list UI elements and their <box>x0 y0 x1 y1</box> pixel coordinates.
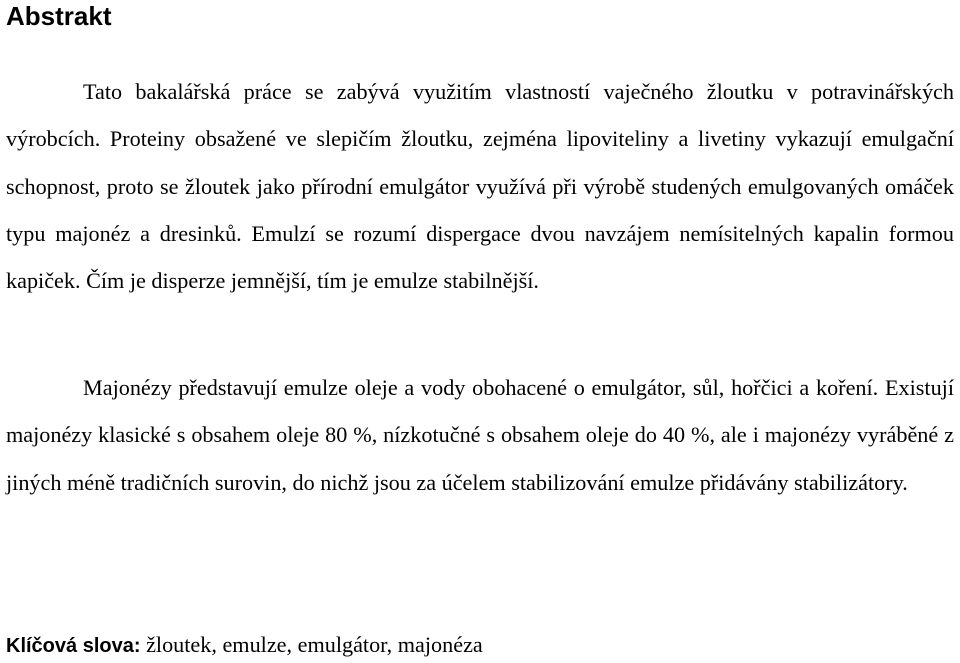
keywords-value: žloutek, emulze, emulgátor, majonéza <box>140 632 483 657</box>
keywords-label: Klíčová slova: <box>6 635 141 657</box>
keywords-line <box>6 631 483 660</box>
abstract-paragraph-2: Majonézy představují emulze oleje a vody obohacené o emulgátor, sůl, hořčici a koření. Existují majonézy klasické s obsahem oleje 80 %, nízkotučné s obsahem oleje do 40 %, ale i majonézy vyráběné z jiných méně tradičních surovin, do nichž jsou za účelem stabilizování emulze přidávány stabilizátory. <box>6 375 954 495</box>
page-title: Abstrakt <box>6 1 112 31</box>
document-page <box>6 0 954 657</box>
abstract-paragraph-1: Tato bakalářská práce se zabývá využitím vlastností vaječného žloutku v potravinářských výrobcích. Proteiny obsažené ve slepičím žloutku, zejména lipoviteliny a livetiny vykazují emulgační schopnost, proto se žloutek jako přírodní emulgátor využívá při výrobě studených emulgovaných omáček typu majonéz a dresinků. Emulzí se rozumí dispergace dvou navzájem nemísitelných kapalin formou kapiček. Čím je disperze jemnější, tím je emulze stabilnější. <box>6 79 954 294</box>
